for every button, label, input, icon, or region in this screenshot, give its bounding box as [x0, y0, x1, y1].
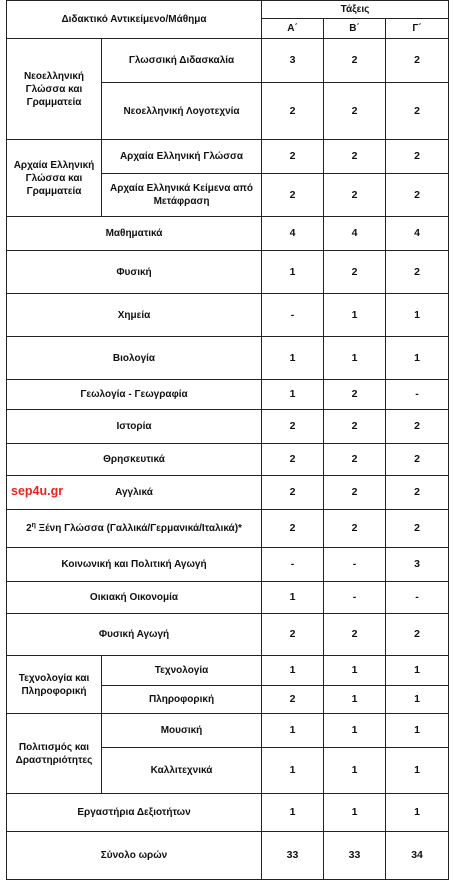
table-row — [7, 614, 449, 656]
subject-name: Γλωσσική Διδασκαλία — [102, 39, 262, 83]
hours-b: 4 — [324, 217, 386, 251]
header-grade-b: Β΄ — [324, 19, 386, 39]
hours-c: 2 — [386, 174, 449, 217]
table-row — [7, 294, 449, 337]
subject-name: Αρχαία Ελληνική Γλώσσα — [102, 140, 262, 174]
table-row — [7, 140, 449, 174]
hours-b: 2 — [324, 510, 386, 548]
hours-a: 2 — [262, 444, 324, 476]
hours-c: 1 — [386, 794, 449, 832]
hours-b: 2 — [324, 251, 386, 294]
subject-name-rest: Ξένη Γλώσσα (Γαλλικά/Γερμανικά/Ιταλικά)* — [35, 523, 242, 534]
subject-name — [7, 510, 262, 548]
subject-name: Νεοελληνική Λογοτεχνία — [102, 83, 262, 140]
subject-name: Φυσική — [7, 251, 262, 294]
hours-b: - — [324, 548, 386, 582]
hours-c: - — [386, 582, 449, 614]
hours-c: 2 — [386, 614, 449, 656]
total-label: Σύνολο ωρών — [7, 832, 262, 880]
subject-name: Πληροφορική — [102, 686, 262, 714]
hours-c: 1 — [386, 294, 449, 337]
hours-c: 2 — [386, 39, 449, 83]
hours-b: 2 — [324, 380, 386, 410]
table-row — [7, 832, 449, 880]
hours-a: 2 — [262, 686, 324, 714]
subject-name: Οικιακή Οικονομία — [7, 582, 262, 614]
subject-name: Αρχαία Ελληνικά Κείμενα από Μετάφραση — [102, 174, 262, 217]
hours-c: 2 — [386, 410, 449, 444]
hours-a: 1 — [262, 582, 324, 614]
table-row — [7, 656, 449, 686]
subject-name-prefix: 2 — [26, 523, 32, 534]
group-archaia: Αρχαία Ελληνική Γλώσσα και Γραμματεία — [7, 140, 102, 217]
hours-b: 1 — [324, 656, 386, 686]
table-row — [7, 794, 449, 832]
hours-b: 1 — [324, 294, 386, 337]
table-row — [7, 510, 449, 548]
header-classes: Τάξεις — [262, 1, 449, 19]
subject-name: Γεωλογία - Γεωγραφία — [7, 380, 262, 410]
hours-a: 2 — [262, 614, 324, 656]
table-row — [7, 476, 449, 510]
total-b: 33 — [324, 832, 386, 880]
hours-a: 3 — [262, 39, 324, 83]
hours-c: 2 — [386, 444, 449, 476]
hours-a: 2 — [262, 410, 324, 444]
hours-b: 1 — [324, 714, 386, 748]
hours-a: 2 — [262, 174, 324, 217]
hours-c: 4 — [386, 217, 449, 251]
hours-a: 1 — [262, 251, 324, 294]
watermark: sep4u.gr — [11, 484, 64, 498]
header-subject: Διδακτικό Αντικείμενο/Μάθημα — [7, 1, 262, 39]
subject-name: Κοινωνική και Πολιτική Αγωγή — [7, 548, 262, 582]
subject-name: Μαθηματικά — [7, 217, 262, 251]
subject-name: Βιολογία — [7, 337, 262, 380]
hours-a: 1 — [262, 380, 324, 410]
table-row — [7, 337, 449, 380]
hours-b: 1 — [324, 686, 386, 714]
table-row — [7, 380, 449, 410]
hours-c: 2 — [386, 83, 449, 140]
table-row — [7, 582, 449, 614]
hours-a: - — [262, 294, 324, 337]
hours-b: 2 — [324, 174, 386, 217]
hours-b: 1 — [324, 748, 386, 794]
table-row — [7, 217, 449, 251]
subject-name: Τεχνολογία — [102, 656, 262, 686]
hours-c: 1 — [386, 656, 449, 686]
hours-c: - — [386, 380, 449, 410]
timetable — [6, 0, 449, 880]
table-row — [7, 548, 449, 582]
hours-a: 1 — [262, 656, 324, 686]
hours-b: 2 — [324, 444, 386, 476]
hours-b: 2 — [324, 614, 386, 656]
hours-c: 2 — [386, 251, 449, 294]
hours-a: 2 — [262, 510, 324, 548]
hours-c: 2 — [386, 476, 449, 510]
hours-a: - — [262, 548, 324, 582]
subject-name: Φυσική Αγωγή — [7, 614, 262, 656]
header-grade-c: Γ΄ — [386, 19, 449, 39]
hours-a: 1 — [262, 337, 324, 380]
hours-c: 1 — [386, 748, 449, 794]
hours-c: 1 — [386, 714, 449, 748]
hours-c: 2 — [386, 510, 449, 548]
hours-a: 1 — [262, 714, 324, 748]
hours-c: 1 — [386, 337, 449, 380]
hours-c: 1 — [386, 686, 449, 714]
hours-b: 1 — [324, 794, 386, 832]
hours-a: 2 — [262, 476, 324, 510]
subject-name: Ιστορία — [7, 410, 262, 444]
table-row — [7, 251, 449, 294]
subject-name: Εργαστήρια Δεξιοτήτων — [7, 794, 262, 832]
hours-a: 2 — [262, 83, 324, 140]
subject-name: Μουσική — [102, 714, 262, 748]
header-grade-a: Α΄ — [262, 19, 324, 39]
hours-b: 1 — [324, 337, 386, 380]
hours-c: 2 — [386, 140, 449, 174]
hours-a: 1 — [262, 794, 324, 832]
hours-b: 2 — [324, 83, 386, 140]
hours-b: - — [324, 582, 386, 614]
hours-b: 2 — [324, 39, 386, 83]
hours-a: 2 — [262, 140, 324, 174]
group-technologia: Τεχνολογία και Πληροφορική — [7, 656, 102, 714]
group-politismos: Πολιτισμός και Δραστηριότητες — [7, 714, 102, 794]
hours-b: 2 — [324, 140, 386, 174]
hours-a: 4 — [262, 217, 324, 251]
subject-name: Καλλιτεχνικά — [102, 748, 262, 794]
total-c: 34 — [386, 832, 449, 880]
table-row — [7, 714, 449, 748]
subject-name: Αγγλικά — [7, 476, 262, 510]
group-neoelliniki: Νεοελληνική Γλώσσα και Γραμματεία — [7, 39, 102, 140]
subject-name-sup: η — [31, 522, 36, 529]
hours-b: 2 — [324, 410, 386, 444]
total-a: 33 — [262, 832, 324, 880]
subject-name: Θρησκευτικά — [7, 444, 262, 476]
hours-b: 2 — [324, 476, 386, 510]
subject-name: Χημεία — [7, 294, 262, 337]
table-row — [7, 444, 449, 476]
table-row — [7, 39, 449, 83]
hours-a: 1 — [262, 748, 324, 794]
table-row — [7, 410, 449, 444]
hours-c: 3 — [386, 548, 449, 582]
